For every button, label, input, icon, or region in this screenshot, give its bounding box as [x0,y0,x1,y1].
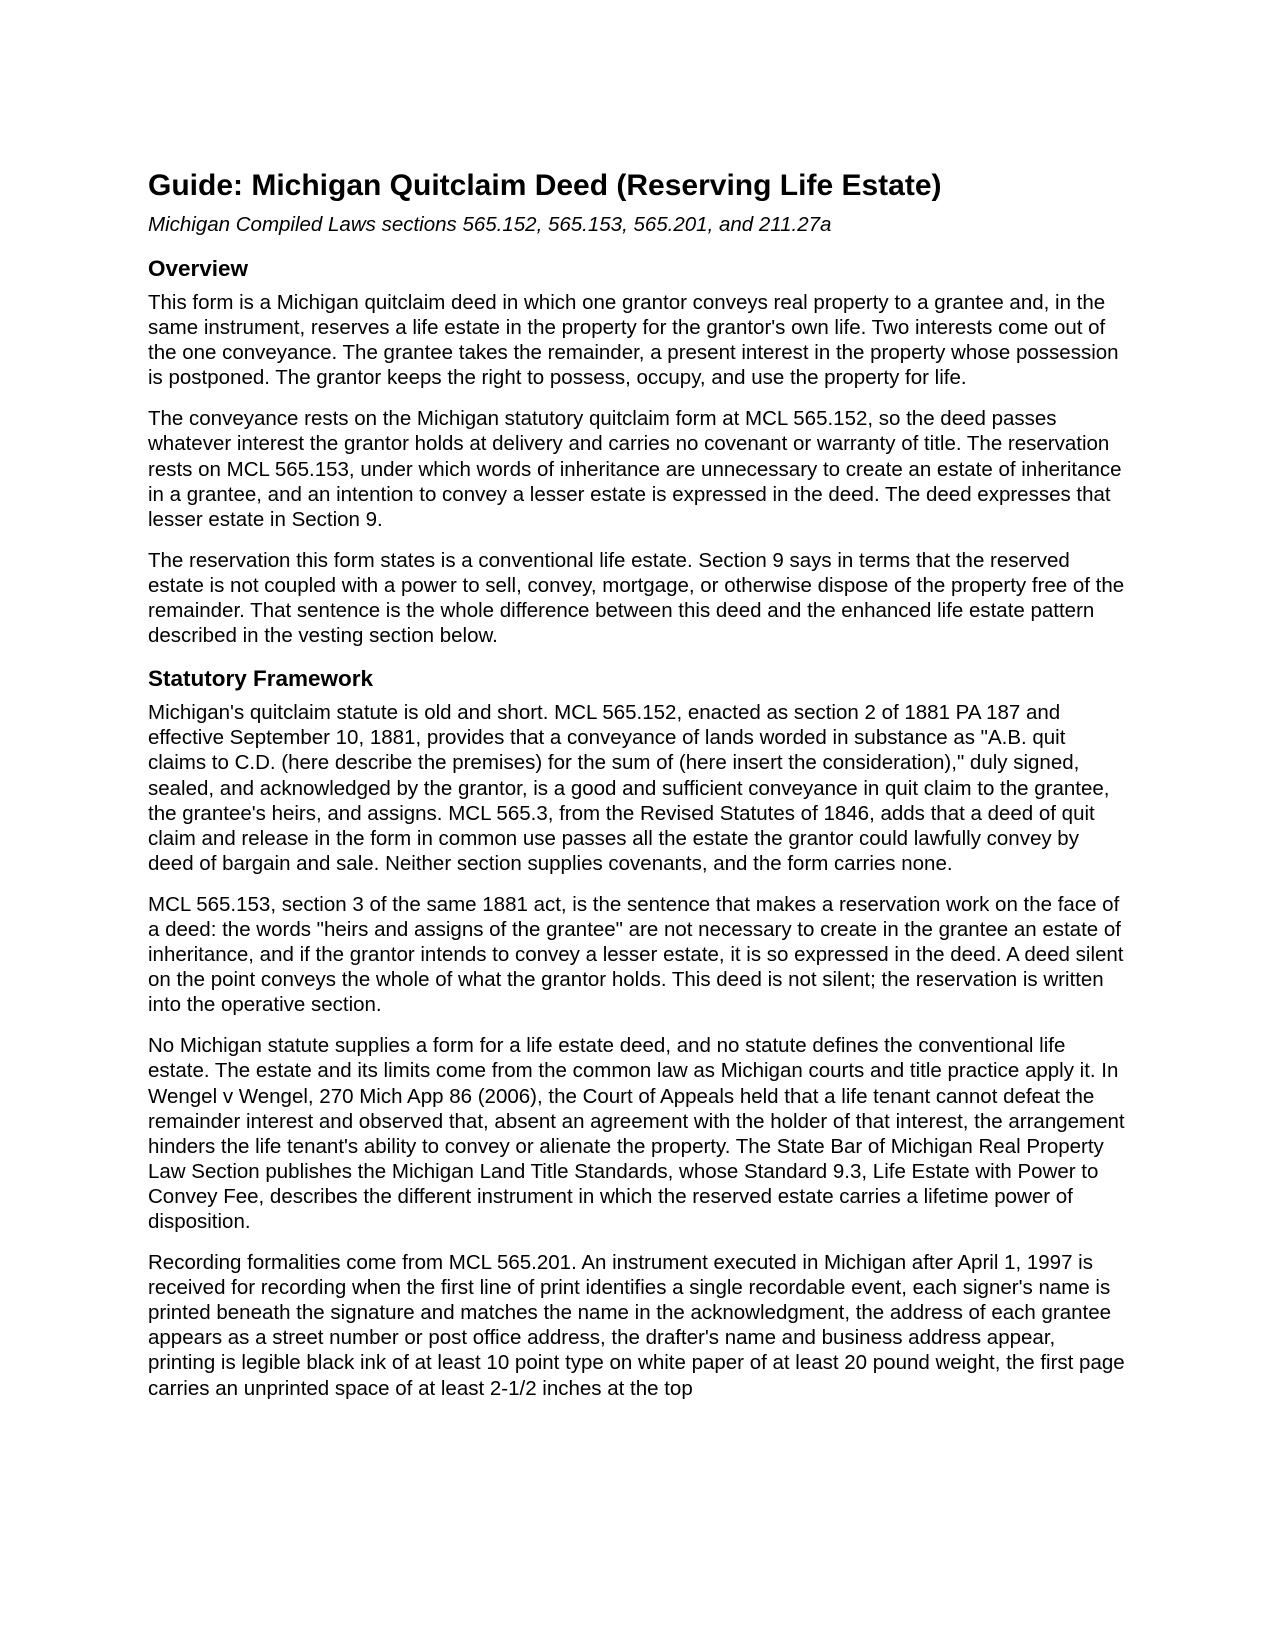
statute-citation-subtitle: Michigan Compiled Laws sections 565.152, 565.153, 565.201, and 211.27a [148,213,832,236]
overview-paragraph: This form is a Michigan quitclaim deed in which one grantor conveys real property to a grantee and, in the same instrument, reserves a life estate in the property for the grantor's own life. Two interests come out of the one conveyance. The grantee takes the remainder, a present interest in the property whose possession is postponed. The grantor keeps the right to possess, occupy, and use the property for life. [148,291,1119,390]
overview-paragraph: The reservation this form states is a conventional life estate. Section 9 says in terms that the reserved estate is not coupled with a power to sell, convey, mortgage, or otherwise dispose of the property free of the remainder. That sentence is the whole difference between this deed and the enhanced life estate pattern described in the vesting section below. [148,548,1125,648]
statutory-framework-paragraph: Michigan's quitclaim statute is old and short. MCL 565.152, enacted as section 2 of 1881 PA 187 and effective September 10, 1881, provides that a conveyance of lands worded in substance as "A.B. quit claims to C.D. (here describe the premises) for the sum of (here insert the consideration)," duly signed, sealed, and acknowledged by the grantor, is a good and sufficient conveyance in quit claim to the grantee, the grantee's heirs, and assigns. MCL 565.3, from the Revised Statutes of 1846, adds that a deed of quit claim and release in the form in common use passes all the estate the grantor could lawfully convey by deed of bargain and sale. Neither section supplies covenants, and the form carries none. [148,701,1110,875]
section-heading-overview: Overview [148,256,249,281]
page-title: Guide: Michigan Quitclaim Deed (Reserving Life Estate) [148,169,942,202]
overview-paragraph: The conveyance rests on the Michigan statutory quitclaim form at MCL 565.152, so the deed passes whatever interest the grantor holds at delivery and carries no covenant or warranty of title. The reservation rests on MCL 565.153, under which words of inheritance are unnecessary to create an estate of inheritance in a grantee, and an intention to convey a lesser estate is expressed in the deed. The deed expresses that lesser estate in Section 9. [148,407,1122,531]
statutory-framework-paragraph: No Michigan statute supplies a form for a life estate deed, and no statute defines the conventional life estate. The estate and its limits come from the common law as Michigan courts and title practice apply it. In Wengel v Wengel, 270 Mich App 86 (2006), the Court of Appeals held that a life tenant cannot defeat the remainder interest and observed that, absent an agreement with the holder of that interest, the arrangement hinders the life tenant's ability to convey or alienate the property. The State Bar of Michigan Real Property Law Section publishes the Michigan Land Title Standards, whose Standard 9.3, Life Estate with Power to Convey Fee, describes the different instrument in which the reserved estate carries a lifetime power of disposition. [148,1034,1125,1233]
statutory-framework-paragraph: Recording formalities come from MCL 565.201. An instrument executed in Michigan after April 1, 1997 is received for recording when the first line of print identifies a single recordable event, each signer's name is printed beneath the signature and matches the name in the acknowledgment, the address of each grantee appears as a street number or post office address, the drafter's name and business address appear, printing is legible black ink of at least 10 point type on white paper of at least 20 pound weight, the first page carries an unprinted space of at least 2-1/2 inches at the top [148,1251,1125,1400]
document-page [148,168,1128,1417]
overview-section [148,254,1128,648]
statutory-framework-paragraph: MCL 565.153, section 3 of the same 1881 act, is the sentence that makes a reservation work on the face of a deed: the words "heirs and assigns of the grantee" are not necessary to create in the grantee an estate of inheritance, and if the grantor intends to convey a lesser estate, it is so expressed in the deed. A deed silent on the point conveys the whole of what the grantor holds. This deed is not silent; the reservation is written into the operative section. [148,892,1124,1017]
statutory-framework-section [148,664,1128,1400]
section-heading-statutory-framework: Statutory Framework [148,666,374,692]
